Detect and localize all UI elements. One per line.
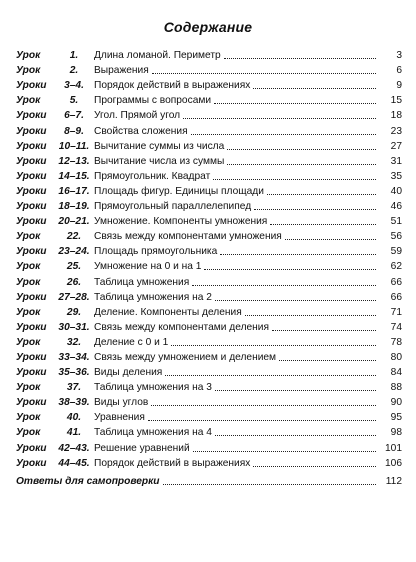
dot-leader — [191, 134, 376, 135]
entry-page-number: 15 — [390, 95, 402, 107]
dot-leader — [165, 375, 376, 376]
entry-label: Урок — [16, 382, 41, 394]
entry-label: Уроки — [16, 351, 47, 363]
dot-leader — [227, 149, 376, 150]
entry-topic: Таблица умножения на 3 — [94, 382, 212, 394]
entry-topic: Прямоугольный параллелепипед — [94, 201, 252, 213]
dot-leader — [183, 118, 376, 119]
entry-topic: Вычитание числа из суммы — [94, 155, 225, 167]
dot-leader — [220, 254, 376, 255]
entry-page-number: 40 — [390, 185, 402, 197]
dot-leader — [151, 405, 376, 406]
entry-page-number: 84 — [390, 367, 402, 379]
dot-leader — [279, 360, 376, 361]
entry-label: Уроки — [16, 367, 47, 379]
entry-topic: Порядок действий в выражениях — [94, 457, 251, 469]
toc-entry — [16, 349, 402, 364]
dot-leader — [214, 103, 376, 104]
entry-number: 41. — [66, 427, 82, 439]
toc-entry — [16, 455, 402, 470]
entry-label: Уроки — [16, 442, 47, 454]
entry-topic: Выражения — [94, 65, 149, 77]
answers-page-number: 112 — [385, 475, 402, 487]
entry-label: Уроки — [16, 110, 47, 122]
entry-number: 23–24. — [58, 246, 90, 258]
entry-page-number: 59 — [390, 246, 402, 258]
entry-number: 25. — [66, 261, 82, 273]
entry-topic: Площадь прямоугольника — [94, 246, 218, 258]
toc-entry — [16, 424, 402, 439]
dot-leader — [227, 164, 376, 165]
toc-entry — [16, 213, 402, 228]
entry-number: 42–43. — [58, 442, 90, 454]
entry-label: Уроки — [16, 140, 47, 152]
entry-label: Уроки — [16, 216, 47, 228]
entry-page-number: 106 — [385, 457, 402, 469]
entry-number: 2. — [69, 65, 79, 77]
entry-topic: Свойства сложения — [94, 125, 188, 137]
toc-entry — [16, 364, 402, 379]
entry-topic: Длина ломаной. Периметр — [94, 50, 221, 62]
entry-page-number: 71 — [390, 306, 402, 318]
entry-page-number: 74 — [390, 321, 402, 333]
entry-number: 6–7. — [64, 110, 84, 122]
entry-page-number: 31 — [390, 155, 402, 167]
dot-leader — [270, 224, 376, 225]
dot-leader — [192, 285, 376, 286]
entry-label: Уроки — [16, 397, 47, 409]
entry-page-number: 27 — [390, 140, 402, 152]
toc-entry — [16, 138, 402, 153]
entry-label: Урок — [16, 50, 41, 62]
toc-entry — [16, 168, 402, 183]
entry-topic: Площадь фигур. Единицы площади — [94, 185, 264, 197]
entry-number: 44–45. — [58, 457, 90, 469]
entry-topic: Виды углов — [94, 397, 149, 409]
dot-leader — [193, 451, 376, 452]
entry-number: 32. — [66, 336, 82, 348]
entry-page-number: 90 — [390, 397, 402, 409]
dot-leader — [215, 390, 376, 391]
entry-topic: Виды деления — [94, 367, 163, 379]
entry-topic: Вычитание суммы из числа — [94, 140, 225, 152]
entry-topic: Связь между компонентами деления — [94, 321, 270, 333]
toc-entry — [16, 153, 402, 168]
entry-page-number: 3 — [396, 50, 402, 62]
entry-number: 14–15. — [58, 170, 90, 182]
entry-label: Урок — [16, 231, 41, 243]
entry-number: 27–28. — [58, 291, 90, 303]
entry-page-number: 35 — [390, 170, 402, 182]
entry-label: Урок — [16, 261, 41, 273]
entry-page-number: 18 — [390, 110, 402, 122]
entry-topic: Деление. Компоненты деления — [94, 306, 242, 318]
toc-entry — [16, 47, 402, 62]
entry-topic: Прямоугольник. Квадрат — [94, 170, 211, 182]
entry-number: 26. — [66, 276, 82, 288]
entry-page-number: 78 — [390, 336, 402, 348]
entry-label: Уроки — [16, 155, 47, 167]
entry-number: 29. — [66, 306, 82, 318]
entry-page-number: 46 — [390, 201, 402, 213]
entry-label: Урок — [16, 65, 41, 77]
dot-leader — [171, 345, 376, 346]
dot-leader — [213, 179, 376, 180]
entry-page-number: 88 — [390, 382, 402, 394]
entry-page-number: 6 — [396, 65, 402, 77]
toc-entry — [16, 394, 402, 409]
entry-topic: Таблица умножения на 2 — [94, 291, 212, 303]
toc-entry — [16, 62, 402, 77]
toc-entry — [16, 289, 402, 304]
toc-entry — [16, 92, 402, 107]
entry-page-number: 80 — [390, 351, 402, 363]
toc-entry — [16, 379, 402, 394]
entry-topic: Умножение. Компоненты умножения — [94, 216, 268, 228]
dot-leader — [215, 435, 376, 436]
toc-entry — [16, 334, 402, 349]
entry-number: 16–17. — [58, 185, 90, 197]
entry-number: 8–9. — [64, 125, 84, 137]
toc-entry — [16, 273, 402, 288]
entry-label: Урок — [16, 336, 41, 348]
entry-page-number: 98 — [390, 427, 402, 439]
entry-topic: Связь между умножением и делением — [94, 351, 277, 363]
toc-entry — [16, 258, 402, 273]
entry-topic: Порядок действий в выражениях — [94, 80, 251, 92]
entry-number: 20–21. — [58, 216, 90, 228]
toc-entry — [16, 183, 402, 198]
entry-number: 33–34. — [58, 351, 90, 363]
entry-number: 30–31. — [58, 321, 90, 333]
entry-label: Уроки — [16, 246, 47, 258]
entry-label: Уроки — [16, 170, 47, 182]
dot-leader — [152, 73, 376, 74]
entry-topic: Таблица умножения — [94, 276, 190, 288]
entry-topic: Деление с 0 и 1 — [94, 336, 169, 348]
toc-entry — [16, 228, 402, 243]
entry-label: Уроки — [16, 80, 47, 92]
dot-leader — [272, 330, 376, 331]
entry-number: 3–4. — [64, 80, 84, 92]
entry-number: 1. — [69, 50, 79, 62]
entry-topic: Угол. Прямой угол — [94, 110, 181, 122]
entry-number: 10–11. — [58, 140, 90, 152]
entry-number: 5. — [69, 95, 79, 107]
toc-entry — [16, 319, 402, 334]
entry-page-number: 95 — [390, 412, 402, 424]
toc-entry-answers — [16, 473, 402, 488]
toc-entry — [16, 409, 402, 424]
entry-number: 18–19. — [58, 201, 90, 213]
dot-leader — [224, 58, 376, 59]
entry-label: Уроки — [16, 185, 47, 197]
entry-page-number: 66 — [390, 276, 402, 288]
toc-entry — [16, 77, 402, 92]
entry-label: Уроки — [16, 291, 47, 303]
entry-page-number: 66 — [390, 291, 402, 303]
entry-number: 22. — [66, 231, 82, 243]
entry-topic: Таблица умножения на 4 — [94, 427, 212, 439]
entry-page-number: 9 — [396, 80, 402, 92]
toc-entry — [16, 439, 402, 454]
entry-page-number: 23 — [390, 125, 402, 137]
toc-entry — [16, 107, 402, 122]
toc-entry — [16, 198, 402, 213]
table-of-contents — [16, 47, 402, 488]
page-title: Содержание — [163, 19, 253, 35]
answers-label: Ответы для самопроверки — [16, 475, 160, 487]
entry-page-number: 51 — [390, 216, 402, 228]
toc-entry — [16, 122, 402, 137]
entry-label: Уроки — [16, 201, 47, 213]
entry-topic: Умножение на 0 и на 1 — [94, 261, 202, 273]
entry-label: Урок — [16, 412, 41, 424]
entry-label: Уроки — [16, 321, 47, 333]
dot-leader — [148, 420, 376, 421]
entry-label: Урок — [16, 276, 41, 288]
entry-label: Уроки — [16, 457, 47, 469]
entry-number: 12–13. — [58, 155, 90, 167]
dot-leader — [254, 209, 376, 210]
entry-label: Урок — [16, 427, 41, 439]
entry-label: Урок — [16, 306, 41, 318]
dot-leader — [163, 484, 376, 485]
entry-page-number: 62 — [390, 261, 402, 273]
dot-leader — [267, 194, 376, 195]
dot-leader — [215, 300, 376, 301]
toc-entry — [16, 243, 402, 258]
dot-leader — [253, 466, 376, 467]
dot-leader — [204, 269, 376, 270]
entry-topic: Программы с вопросами — [94, 95, 212, 107]
entry-page-number: 56 — [390, 231, 402, 243]
entry-label: Урок — [16, 95, 41, 107]
entry-page-number: 101 — [385, 442, 402, 454]
entry-label: Уроки — [16, 125, 47, 137]
dot-leader — [253, 88, 376, 89]
toc-entry — [16, 304, 402, 319]
dot-leader — [245, 315, 376, 316]
entry-number: 40. — [66, 412, 82, 424]
entry-number: 35–36. — [58, 367, 90, 379]
entry-topic: Связь между компонентами умножения — [94, 231, 282, 243]
entry-topic: Решение уравнений — [94, 442, 190, 454]
entry-number: 38–39. — [58, 397, 90, 409]
entry-number: 37. — [66, 382, 82, 394]
entry-topic: Уравнения — [94, 412, 145, 424]
dot-leader — [285, 239, 376, 240]
